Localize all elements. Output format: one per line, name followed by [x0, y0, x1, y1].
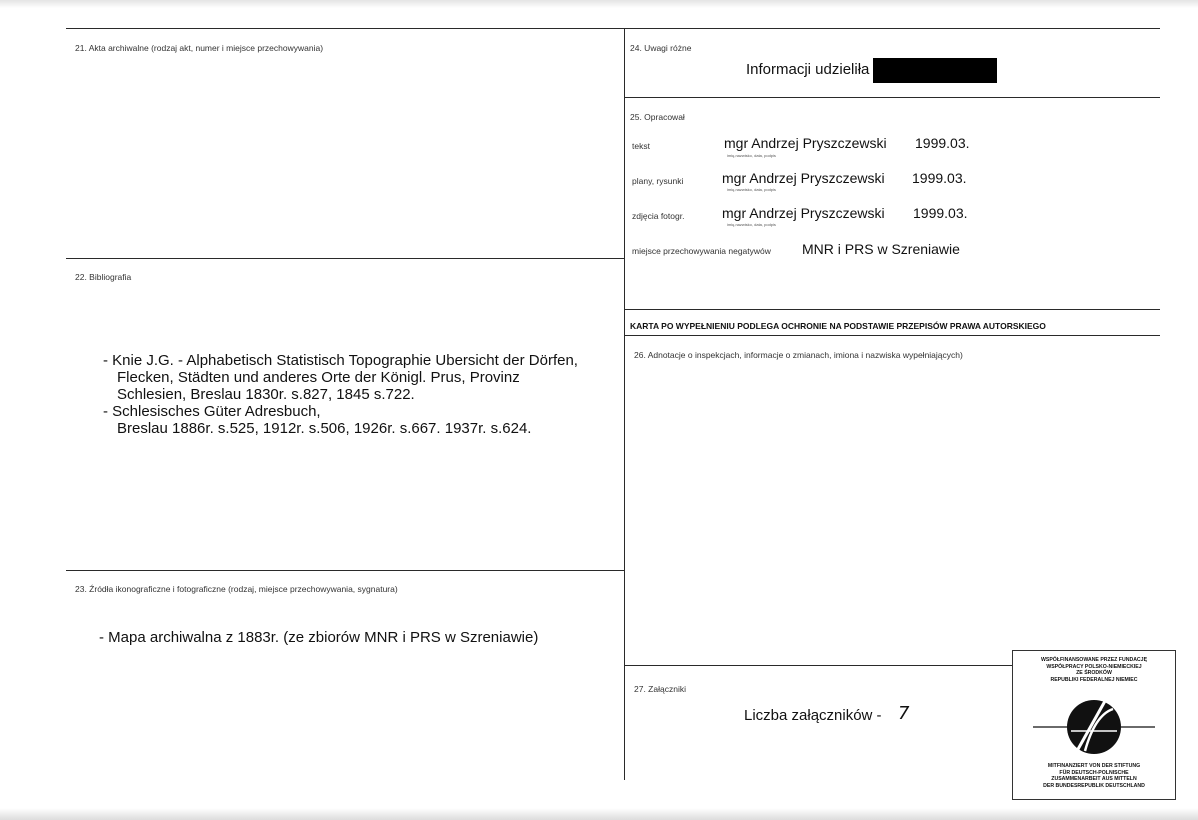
signature-caption: imię,nazwisko, data, podpis [727, 222, 776, 227]
section-25-label: 25. Opracował [630, 112, 685, 122]
right-divider-24-25 [624, 97, 1160, 98]
section-27-label: 27. Załączniki [634, 684, 686, 694]
scan-bottom-shadow [0, 808, 1198, 820]
row-label-text: tekst [632, 141, 650, 151]
center-divider-line [624, 28, 625, 780]
stamp-bottom-text: MITFINANZIERT VON DER STIFTUNG FÜR DEUTSCH-POLNISCHE ZUSAMMENARBEIT AUS MITTELN DER BUNDESREPUBLIK DEUTSCHLAND [1043, 763, 1145, 789]
left-divider-22-23 [66, 570, 624, 571]
author-name: mgr Andrzej Pryszczewski [724, 135, 887, 151]
attachments-count-value: 7 [898, 703, 910, 724]
stamp-top-text: WSPÓŁFINANSOWANE PRZEZ FUNDACJĘ WSPÓŁPRACY POLSKO-NIEMIECKIEJ ZE ŚRODKÓW REPUBLIKI FEDERALNEJ NIEMIEC [1040, 657, 1148, 683]
author-date: 1999.03. [913, 205, 968, 221]
author-date: 1999.03. [915, 135, 970, 151]
iconography-entry: - Mapa archiwalna z 1883r. (ze zbiorów MNR i PRS w Szreniawie) [99, 629, 539, 646]
section-22-label: 22. Bibliografia [75, 272, 132, 282]
redaction-bar [873, 58, 997, 83]
bibliography-line: Flecken, Städten und anderes Orte der Königl. Prus, Provinz [117, 369, 520, 386]
negatives-value: MNR i PRS w Szreniawie [802, 241, 960, 257]
row-label-plans: plany, rysunki [632, 176, 684, 186]
bibliography-line: - Knie J.G. - Alphabetisch Statistisch Topographie Ubersicht der Dörfen, [103, 352, 578, 369]
bibliography-line: Breslau 1886r. s.525, 1912r. s.506, 1926r. s.667. 1937r. s.624. [117, 420, 532, 437]
copyright-notice: KARTA PO WYPEŁNIENIU PODLEGA OCHRONIE NA PODSTAWIE PRZEPISÓW PRAWA AUTORSKIEGO [630, 321, 1046, 331]
section-23-label: 23. Źródła ikonograficzne i fotograficzne (rodzaj, miejsce przechowywania, sygnatura) [75, 584, 398, 594]
attachments-count-text: Liczba załączników - [744, 707, 882, 724]
right-divider-notice-26 [624, 335, 1160, 336]
signature-caption: imię,nazwisko, data, podpis [727, 187, 776, 192]
right-divider-25-notice [624, 309, 1160, 310]
author-date: 1999.03. [912, 170, 967, 186]
section-26-label: 26. Adnotacje o inspekcjach, informacje o zmianach, imiona i nazwiska wypełniających) [634, 350, 963, 360]
section-21-label: 21. Akta archiwalne (rodzaj akt, numer i miejsce przechowywania) [75, 43, 324, 53]
foundation-stamp [1012, 650, 1176, 800]
author-name: mgr Andrzej Pryszczewski [722, 170, 885, 186]
bibliography-list [103, 352, 578, 437]
bibliography-line: Schlesien, Breslau 1830r. s.827, 1845 s.722. [117, 386, 415, 403]
left-divider-21-22 [66, 258, 624, 259]
right-divider-26-27 [624, 665, 1012, 666]
negatives-label: miejsce przechowywania negatywów [632, 246, 771, 256]
section-24-label: 24. Uwagi różne [630, 43, 692, 53]
scan-top-shadow [0, 0, 1198, 8]
bibliography-line: - Schlesisches Güter Adresbuch, [103, 403, 321, 420]
row-label-photos: zdjęcia fotogr. [632, 211, 685, 221]
top-border-line [66, 28, 1160, 29]
author-name: mgr Andrzej Pryszczewski [722, 205, 885, 221]
foundation-logo-icon [1013, 691, 1175, 761]
info-provided-by-text: Informacji udzieliła [746, 61, 870, 78]
signature-caption: imię,nazwisko, data, podpis [727, 153, 776, 158]
